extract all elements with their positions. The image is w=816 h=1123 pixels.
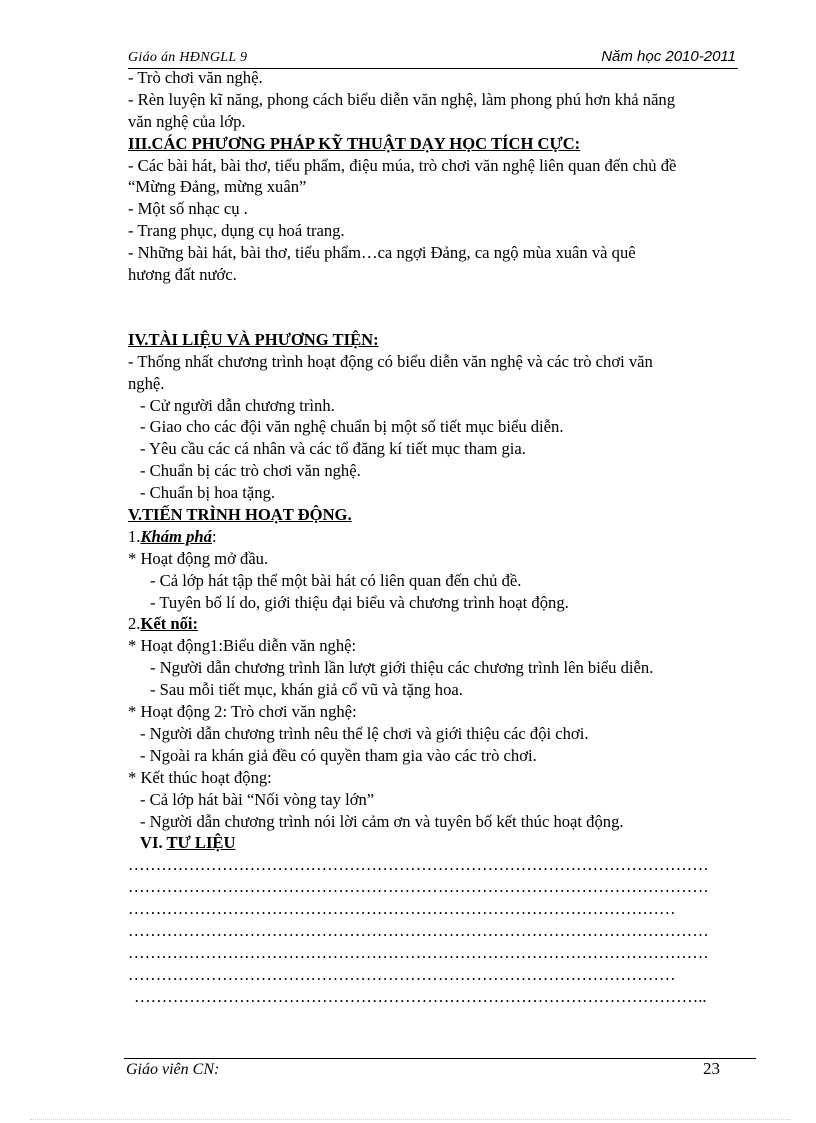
text-line: * Hoạt động1:Biểu diễn văn nghệ: (128, 636, 357, 656)
text-line: - Rèn luyện kĩ năng, phong cách biểu diễn văn nghệ, làm phong phú hơn khả năng (128, 89, 676, 109)
section-heading-references (128, 832, 768, 854)
list-item: - Người dẫn chương trình nêu thể lệ chơi và giới thiệu các đội chơi. (140, 723, 589, 743)
page-bottom-divider (30, 1119, 790, 1120)
text-line: “Mừng Đảng, mừng xuân” (128, 177, 307, 197)
text-line: * Hoạt động mở đầu. (128, 548, 269, 568)
section-heading-procedure: V.TIẾN TRÌNH HOẠT ĐỘNG. (128, 505, 352, 525)
list-item: - Sau mỗi tiết mục, khán giả cổ vũ và tặng hoa. (150, 680, 463, 700)
list-item: - Chuẩn bị các trò chơi văn nghệ. (140, 461, 361, 481)
text-line: hương đất nước. (128, 265, 237, 285)
text-line: - Các bài hát, bài thơ, tiểu phẩm, điệu múa, trò chơi văn nghệ liên quan đến chủ đề (128, 155, 677, 175)
dotted-fill-line: …………………………………………………………………………………………… (128, 855, 709, 875)
text-line: - Trang phục, dụng cụ hoá trang. (128, 221, 345, 241)
list-item: - Cử người dẫn chương trình. (140, 395, 335, 415)
list-item: - Chuẩn bị hoa tặng. (140, 483, 276, 503)
list-item: - Người dẫn chương trình nói lời cảm ơn và tuyên bố kết thúc hoạt động. (140, 811, 624, 831)
page-number: 23 (703, 1059, 720, 1078)
list-item: - Cả lớp hát bài “Nối vòng tay lớn” (140, 789, 375, 809)
dotted-fill-line: ……………………………………………………………………………………… (128, 899, 676, 919)
dotted-fill-line: …………………………………………………………………………………………… (128, 942, 709, 962)
list-item: - Yêu cầu các cá nhân và các tổ đăng kí tiết mục tham gia. (140, 439, 526, 459)
section-label: TƯ LIỆU (166, 833, 236, 853)
dotted-fill-line: ……………………………………………………………………………………… (128, 964, 676, 984)
list-item: - Ngoài ra khán giả đều có quyền tham gia vào các trò chơi. (140, 745, 537, 765)
subsection-explore (128, 526, 768, 548)
text-line: * Hoạt động 2: Trò chơi văn nghệ: (128, 702, 357, 722)
subsection-connect (128, 613, 768, 635)
subsection-number: 1. (128, 526, 141, 546)
text-line: nghệ. (128, 373, 165, 393)
subsection-label: Khám phá (140, 526, 212, 546)
text-line: * Kết thúc hoạt động: (128, 767, 272, 787)
dotted-fill-line: ………………………………………………………………………………………….. (134, 986, 707, 1006)
subsection-number: 2. (128, 614, 141, 634)
spacer (128, 286, 768, 329)
list-item: - Người dẫn chương trình lần lượt giới thiệu các chương trình lên biểu diễn. (150, 658, 654, 678)
subsection-colon: : (211, 526, 217, 546)
list-item: - Tuyên bố lí do, giới thiệu đại biểu và chương trình hoạt động. (150, 592, 569, 612)
list-item: - Cả lớp hát tập thể một bài hát có liên quan đến chủ đề. (150, 570, 522, 590)
dotted-fill-line: …………………………………………………………………………………………… (128, 920, 709, 940)
subsection-label: Kết nối: (140, 614, 199, 634)
page-header (128, 48, 738, 69)
document-body (128, 67, 768, 1008)
text-line: - Những bài hát, bài thơ, tiểu phẩm…ca ngợi Đảng, ca ngộ mùa xuân và quê (128, 243, 636, 263)
text-line: - Thống nhất chương trình hoạt động có biểu diễn văn nghệ và các trò chơi văn (128, 351, 653, 371)
text-line: - Một số nhạc cụ . (128, 199, 248, 219)
list-item: - Giao cho các đội văn nghệ chuẩn bị một số tiết mục biểu diễn. (140, 417, 564, 437)
section-number: VI. (140, 833, 167, 853)
text-line: văn nghệ của lớp. (128, 111, 246, 131)
text-line: - Trò chơi văn nghệ. (128, 68, 263, 87)
footer-teacher-label: Giáo viên CN: (126, 1061, 220, 1078)
page-footer (124, 1058, 756, 1083)
section-heading-methods: III.CÁC PHƯƠNG PHÁP KỸ THUẬT DẠY HỌC TÍCH CỰC: (128, 133, 581, 153)
header-school-year: Năm học 2010-2011 (601, 48, 736, 65)
section-heading-materials: IV.TÀI LIỆU VÀ PHƯƠNG TIỆN: (128, 329, 379, 349)
header-course-title: Giáo án HĐNGLL 9 (128, 50, 248, 65)
dotted-fill-line: …………………………………………………………………………………………… (128, 877, 709, 897)
